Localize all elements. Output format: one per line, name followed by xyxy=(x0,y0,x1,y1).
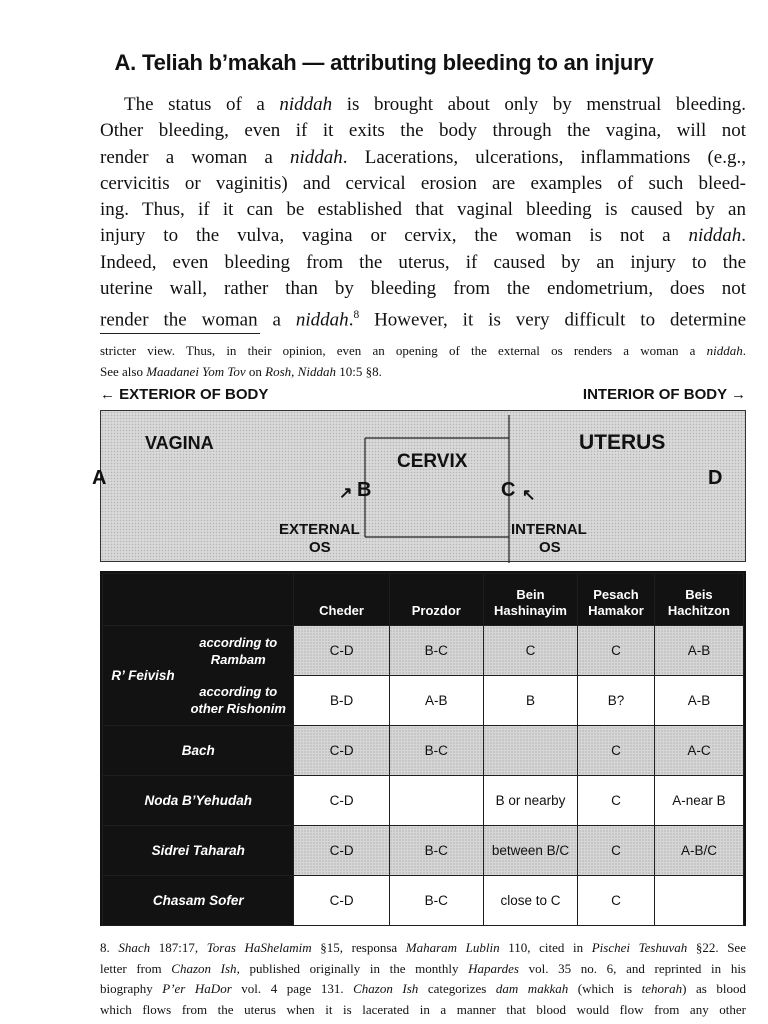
table-cell: B-C xyxy=(389,826,483,876)
row-label-chasam-sofer: Chasam Sofer xyxy=(103,876,294,926)
external-os-label-line2: OS xyxy=(309,539,331,556)
table-cell: B? xyxy=(578,676,655,726)
paragraph-line: Indeed, even bleeding from the uterus, if caused by an injury to the xyxy=(100,251,746,273)
paragraph-line: ing. Thus, if it can be established that vaginal bleeding is caused by an xyxy=(100,199,746,221)
arrow-to-b: ↗ xyxy=(339,485,353,502)
table-cell: C xyxy=(578,826,655,876)
footnote-line: biography P’er HaDor vol. 4 page 131. Chazon Ish categorizes dam makkah (which is tehorah) as blood xyxy=(100,981,746,996)
opinions-table xyxy=(100,571,746,926)
column-header: Beis Hachitzon xyxy=(654,574,743,626)
paragraph-line: The status of a niddah is brought about only by menstrual bleeding. xyxy=(124,94,746,115)
table-cell: C xyxy=(578,876,655,926)
table-cell: C-D xyxy=(294,726,389,776)
paragraph-line: render the woman a niddah.$^8$ However, it is very difficult to determine xyxy=(100,309,746,331)
table-cell: A-B xyxy=(654,626,743,676)
table-cell: C-D xyxy=(294,776,389,826)
table-cell: C-D xyxy=(294,826,389,876)
footnote-line: See also Maadanei Yom Tov on Rosh, Niddah 10:5 §8. xyxy=(100,363,382,379)
table-cell: A-B/C xyxy=(654,826,743,876)
column-header: Bein Hashinayim xyxy=(483,574,577,626)
table-cell xyxy=(654,876,743,926)
external-os-label-line1: EXTERNAL xyxy=(279,521,360,538)
table-cell: B-C xyxy=(389,726,483,776)
feivish-row-header xyxy=(103,626,294,726)
table-cell: C-D xyxy=(294,876,389,926)
table-cell xyxy=(389,776,483,826)
footnote-8 xyxy=(100,938,746,1020)
table-cell: B-D xyxy=(294,676,389,726)
internal-os-label-line2: OS xyxy=(539,539,561,556)
table-cell: B-C xyxy=(389,876,483,926)
paragraph-line: uterine wall, rather than by bleeding from the endometrium, does not xyxy=(100,278,746,300)
row-label-other-rishonim: according to other Rishonim xyxy=(190,684,286,717)
column-header: Cheder xyxy=(294,574,389,626)
interior-of-body-label: INTERIOR OF BODY → xyxy=(582,386,746,403)
table-cell: close to C xyxy=(483,876,577,926)
column-header: Prozdor xyxy=(389,574,483,626)
main-paragraph xyxy=(100,92,746,334)
vagina-label: VAGINA xyxy=(145,433,214,453)
table-cell: between B/C xyxy=(483,826,577,876)
anatomy-diagram xyxy=(100,410,746,562)
internal-os-label-line1: INTERNAL xyxy=(511,521,587,538)
footnote-line: 8. Shach 187:17, Toras HaShelamim §15, responsa Maharam Lublin 110, cited in Pischei Teshuvah §22. See xyxy=(100,940,746,955)
table-cell xyxy=(483,726,577,776)
point-a-label: A xyxy=(92,467,107,489)
table-cell: B xyxy=(483,676,577,726)
table-cell: A-B xyxy=(654,676,743,726)
table-cell: B or nearby xyxy=(483,776,577,826)
footnote-line: letter from Chazon Ish, published originally in the monthly Hapardes vol. 35 no. 6, and reprinted in his xyxy=(100,960,746,976)
table-cell: A-C xyxy=(654,726,743,776)
cervix-label: CERVIX xyxy=(397,451,468,472)
paragraph-line: Other bleeding, even if it exits the body through the vagina, will not xyxy=(100,120,746,142)
table-corner xyxy=(103,574,294,626)
column-header: Pesach Hamakor xyxy=(578,574,655,626)
paragraph-line: injury to the vulva, vagina or cervix, the woman is not a niddah. xyxy=(100,225,746,247)
table-cell: C xyxy=(578,626,655,676)
row-label-rambam: according to Rambam xyxy=(199,634,278,667)
arrow-to-c: ↖ xyxy=(522,487,536,504)
point-b-label: B xyxy=(357,479,372,501)
point-d-label: D xyxy=(708,467,723,489)
row-label-sidrei-taharah: Sidrei Taharah xyxy=(103,826,294,876)
table-cell: A-near B xyxy=(654,776,743,826)
table-cell: C xyxy=(578,776,655,826)
paragraph-line: render a woman a niddah. Lacerations, ulcerations, inflammations (e.g., xyxy=(100,146,746,168)
section-heading: A. Teliah b’makah — attributing bleeding to an injury xyxy=(114,50,654,75)
footnote-line: stricter view. Thus, in their opinion, even an opening of the external os renders a woman a niddah. xyxy=(100,343,746,358)
table-cell: C xyxy=(483,626,577,676)
table-cell: B-C xyxy=(389,626,483,676)
footnote-divider xyxy=(100,333,260,334)
table-cell: C-D xyxy=(294,626,389,676)
point-c-label: C xyxy=(501,479,516,501)
table-cell: A-B xyxy=(389,676,483,726)
exterior-of-body-label: ← EXTERIOR OF BODY xyxy=(100,386,269,403)
paragraph-line: cervicitis or vaginitis) and cervical erosion are examples of such bleed- xyxy=(100,172,746,194)
footnote-continuation xyxy=(100,341,746,382)
footnote-line: which flows from the uterus when it is lacerated in a manner that blood would flow from any other xyxy=(100,1001,746,1017)
table-cell: C xyxy=(578,726,655,776)
row-label-bach: Bach xyxy=(103,726,294,776)
row-label-noda-byehudah: Noda B’Yehudah xyxy=(103,776,294,826)
uterus-label: UTERUS xyxy=(579,431,666,454)
feivish-label: R’ Feivish xyxy=(111,667,175,683)
